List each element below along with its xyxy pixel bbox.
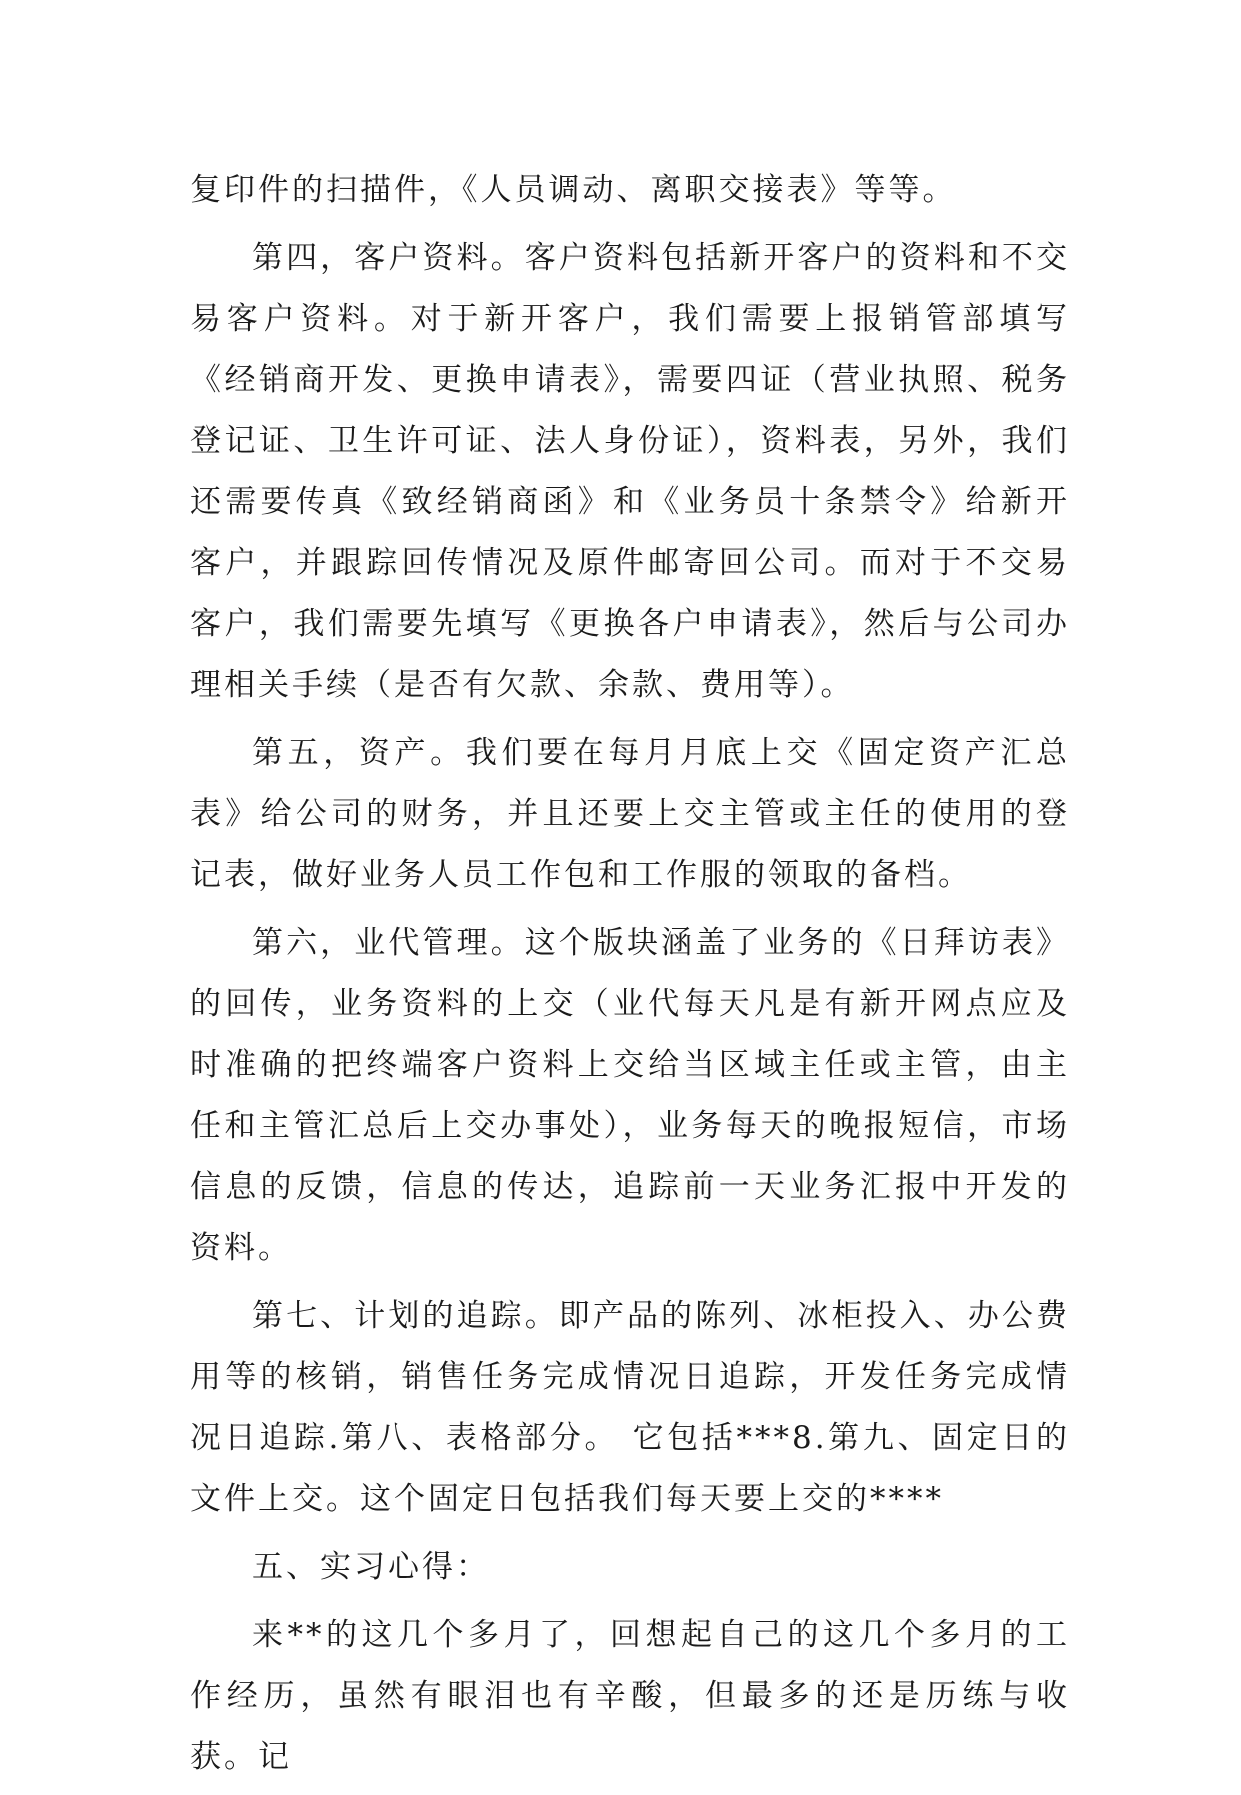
section-heading-internship-reflection: 五、实习心得： [252,1549,490,1585]
paragraph-scan-copies: 复印件的扫描件，《人员调动、离职交接表》等等。 [190,172,957,208]
paragraph-reflection-start: 来**的这几个多月了，回想起自己的这几个多月的工作经历，虽然有眼泪也有辛酸，但最多的还是历练与收获。记 [190,1617,1070,1775]
paragraph-assets: 第五，资产。我们要在每月月底上交《固定资产汇总表》给公司的财务，并且还要上交主管或主任的使用的登记表，做好业务人员工作包和工作服的领取的备档。 [190,735,1070,893]
paragraph-plan-tracking: 第七、计划的追踪。即产品的陈列、冰柜投入、办公费用等的核销，销售任务完成情况日追踪，开发任务完成情况日追踪.第八、表格部分。 它包括***8.第九、固定日的文件上交。这个固定日包括我们每天要上交的**** [190,1298,1070,1517]
document-page [190,160,1070,1795]
paragraph-customer-data: 第四，客户资料。客户资料包括新开客户的资料和不交易客户资料。对于新开客户，我们需要上报销管部填写《经销商开发、更换申请表》，需要四证（营业执照、税务登记证、卫生许可证、法人身份证），资料表，另外，我们还需要传真《致经销商函》和《业务员十条禁令》给新开客户，并跟踪回传情况及原件邮寄回公司。而对于不交易客户，我们需要先填写《更换各户申请表》，然后与公司办理相关手续（是否有欠款、余款、费用等）。 [190,240,1070,703]
paragraph-agent-management: 第六，业代管理。这个版块涵盖了业务的《日拜访表》的回传，业务资料的上交（业代每天凡是有新开网点应及时准确的把终端客户资料上交给当区域主任或主管，由主任和主管汇总后上交办事处），业务每天的晚报短信，市场信息的反馈，信息的传达，追踪前一天业务汇报中开发的资料。 [190,925,1070,1266]
